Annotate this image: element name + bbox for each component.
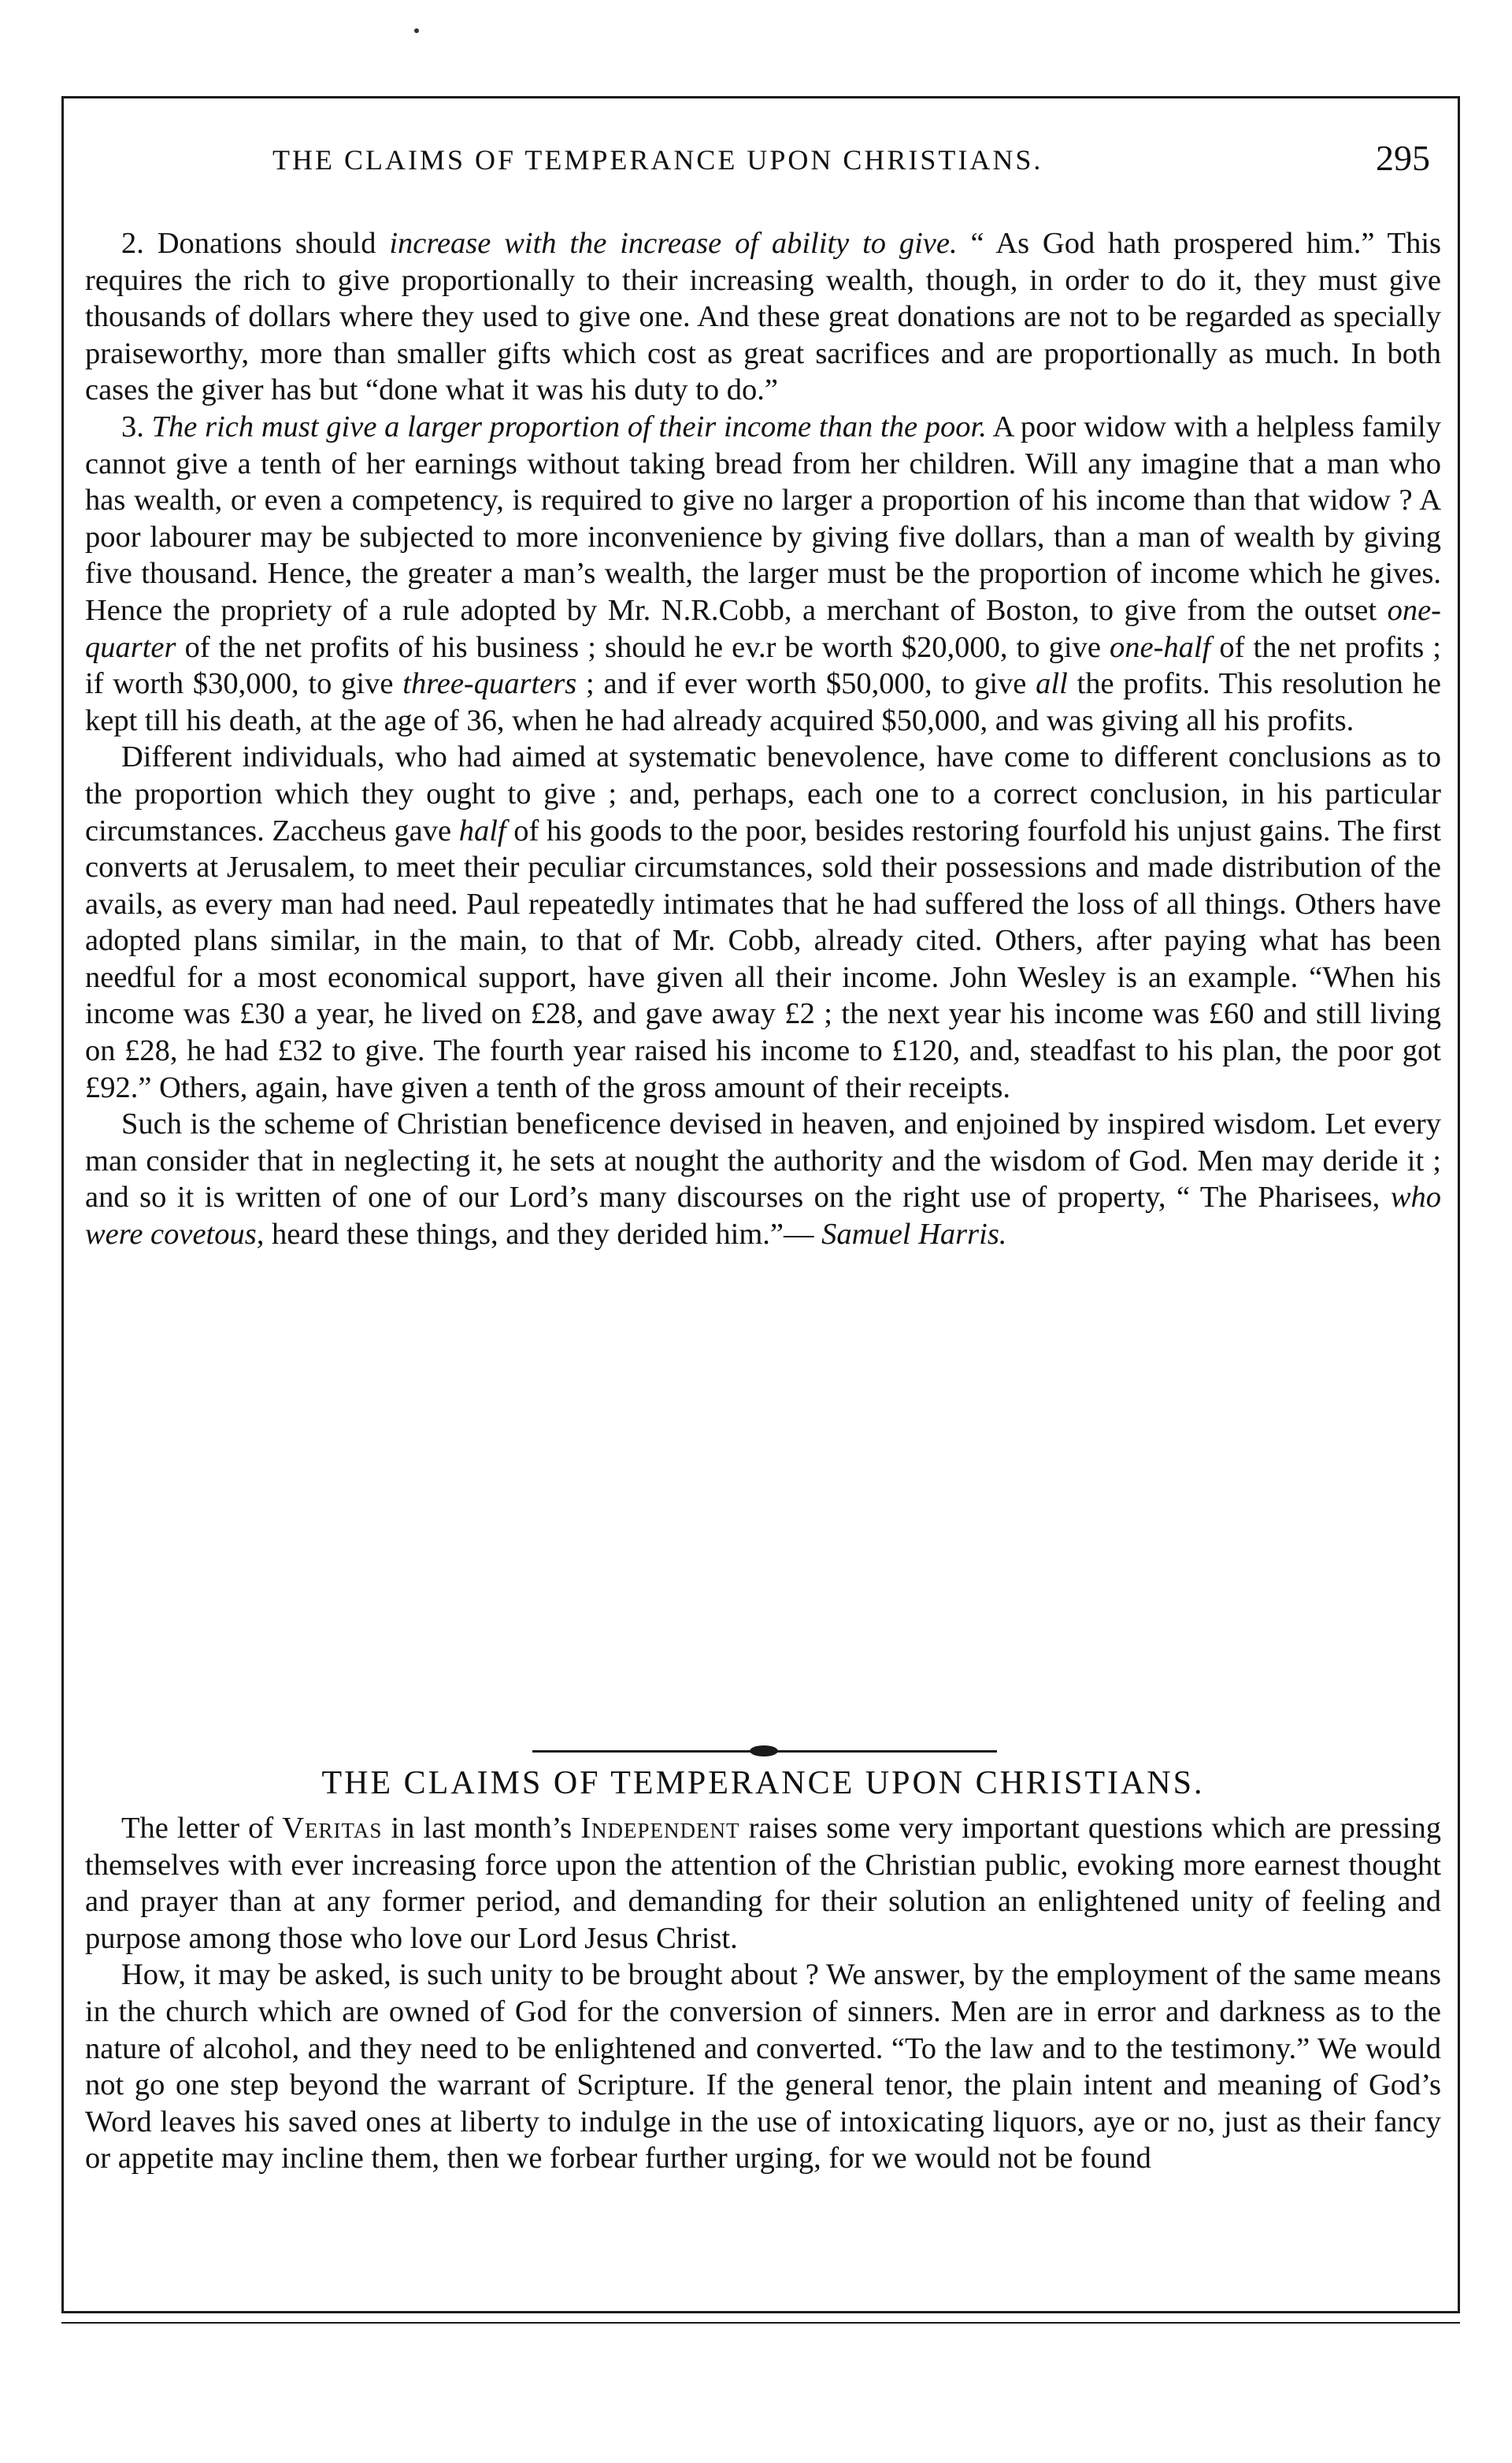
text-run: of the net profits ; if worth $30,000, to give [85, 630, 1442, 701]
text-run: the profits. This resolution he kept till his death, at the age of 36, when he had already acquired $50,000, and was giving all his profits. [85, 667, 1441, 737]
italic-text: The rich must give a larger proportion of their income than the poor. [151, 410, 987, 443]
text-run: in last month’s [382, 1812, 581, 1845]
paragraph [85, 225, 1441, 409]
text-run: heard these things, and they derided him.”— [264, 1218, 822, 1252]
text-run: 3. [121, 410, 152, 443]
paragraph [85, 1106, 1441, 1252]
text-run: A poor widow with a helpless family cannot give a tenth of her earnings without taking bread from her children. Will any imagine that a man who has wealth, or even a competency, is required to give no larger a proportion of his income than that widow ? A poor labourer may be subjected to more inconvenience by giving five dollars, than a man of wealth by giving five thousand. Hence, the greater a man’s wealth, the larger must be the proportion of income which he gives. Hence the propriety of a rule adopted by Mr. N.R.Cobb, a merchant of Boston, to give from the outset [85, 410, 1441, 627]
text-run: “ As God hath prospered him.” This requires the rich to give proportionally to their increasing wealth, though, in order to do it, they must give thousands of dollars where they used to give one. And these great donations are not to be regarded as specially praiseworthy, more than smaller gifts which cost as great sacrifices and are proportionally as much. In both cases the giver has but “done what it was his duty to do.” [85, 227, 1442, 407]
bottom-rule [61, 2322, 1460, 2324]
italic-text: one-quarter [85, 593, 1441, 664]
paragraph [85, 1810, 1441, 1957]
text-run: The letter of [121, 1812, 283, 1845]
text-run: How, it may be asked, is such unity to be brought about ? We answer, by the employment of the same means in the church which are owned of God for the conversion of sinners. Men are in error and darkness as to the nature of alcohol, and they need to be enlightened and converted. “To the law and to the testimony.” We would not go one step beyond the warrant of Scripture. If the general tenor, the plain intent and meaning of God’s Word leaves his saved ones at liberty to indulge in the use of intoxicating liquors, aye or no, just as their fancy or appetite may incline them, then we forbear further urging, for we would not be found [85, 1958, 1441, 2176]
running-head [118, 138, 1441, 183]
page-number: 295 [1376, 138, 1430, 178]
italic-text: three-quarters [402, 667, 577, 701]
paragraph [85, 739, 1441, 1106]
stray-ink-dot [414, 28, 419, 33]
text-run: Different individuals, who had aimed at systematic benevolence, have come to different conclusions as to the proportion which they ought to give ; and, perhaps, each one to a correct conclusion, in his particular circumstances. Zaccheus gave [85, 740, 1441, 848]
section-divider [532, 1745, 997, 1756]
article-two-title: THE CLAIMS OF TEMPERANCE UPON CHRISTIANS. [321, 1765, 1205, 1801]
text-run: raises some very important questions which are pressing themselves with ever increasing force upon the attention of the Christian public, evoking more earnest thought and prayer than at any former period, and demanding for their solution an enlightened unity of feeling and purpose among those who love our Lord Jesus Christ. [85, 1812, 1442, 1955]
italic-text: Samuel Harris. [821, 1218, 1007, 1252]
running-head-title: THE CLAIMS OF TEMPERANCE UPON CHRISTIANS. [272, 144, 1043, 176]
italic-text: half [458, 814, 506, 848]
text-run: 2. Donations should [121, 227, 390, 260]
italic-text: increase with the increase of ability to give. [389, 227, 958, 260]
small-caps-text: Independent [580, 1812, 740, 1845]
italic-text: who were covetous, [85, 1181, 1441, 1252]
small-caps-text: Veritas [282, 1812, 383, 1845]
article-one-body [85, 225, 1441, 1253]
italic-text: all [1036, 667, 1068, 701]
divider-ornament [750, 1745, 778, 1756]
text-run: ; and if ever worth $50,000, to give [576, 667, 1036, 701]
paragraph [85, 409, 1441, 739]
italic-text: one-half [1109, 630, 1211, 664]
text-run: of the net profits of his business ; should he ev.r be worth $20,000, to give [176, 630, 1110, 664]
article-two-body [85, 1810, 1441, 2177]
text-run: Such is the scheme of Christian beneficence devised in heaven, and enjoined by inspired wisdom. Let every man consider that in neglecting it, he sets at nought the authority and the wisdom of God. Men may deride it ; and so it is written of one of our Lord’s many discourses on the right use of property, “ The Pharisees, [85, 1107, 1441, 1215]
paragraph [85, 1957, 1441, 2177]
text-run: of his goods to the poor, besides restoring fourfold his unjust gains. The first converts at Jerusalem, to meet their peculiar circumstances, sold their possessions and made distribution of the avails, as every man had need. Paul repeatedly intimates that he had suffered the loss of all things. Others have adopted plans similar, in the main, to that of Mr. Cobb, already cited. Others, after paying what has been needful for a most economical support, have given all their income. John Wesley is an example. “When his income was £30 a year, he lived on £28, and gave away £2 ; the next year his income was £60 and still living on £28, he had £32 to give. The fourth year raised his income to £120, and, steadfast to his plan, the poor got £92.” Others, again, have given a tenth of the gross amount of their receipts. [85, 814, 1441, 1104]
